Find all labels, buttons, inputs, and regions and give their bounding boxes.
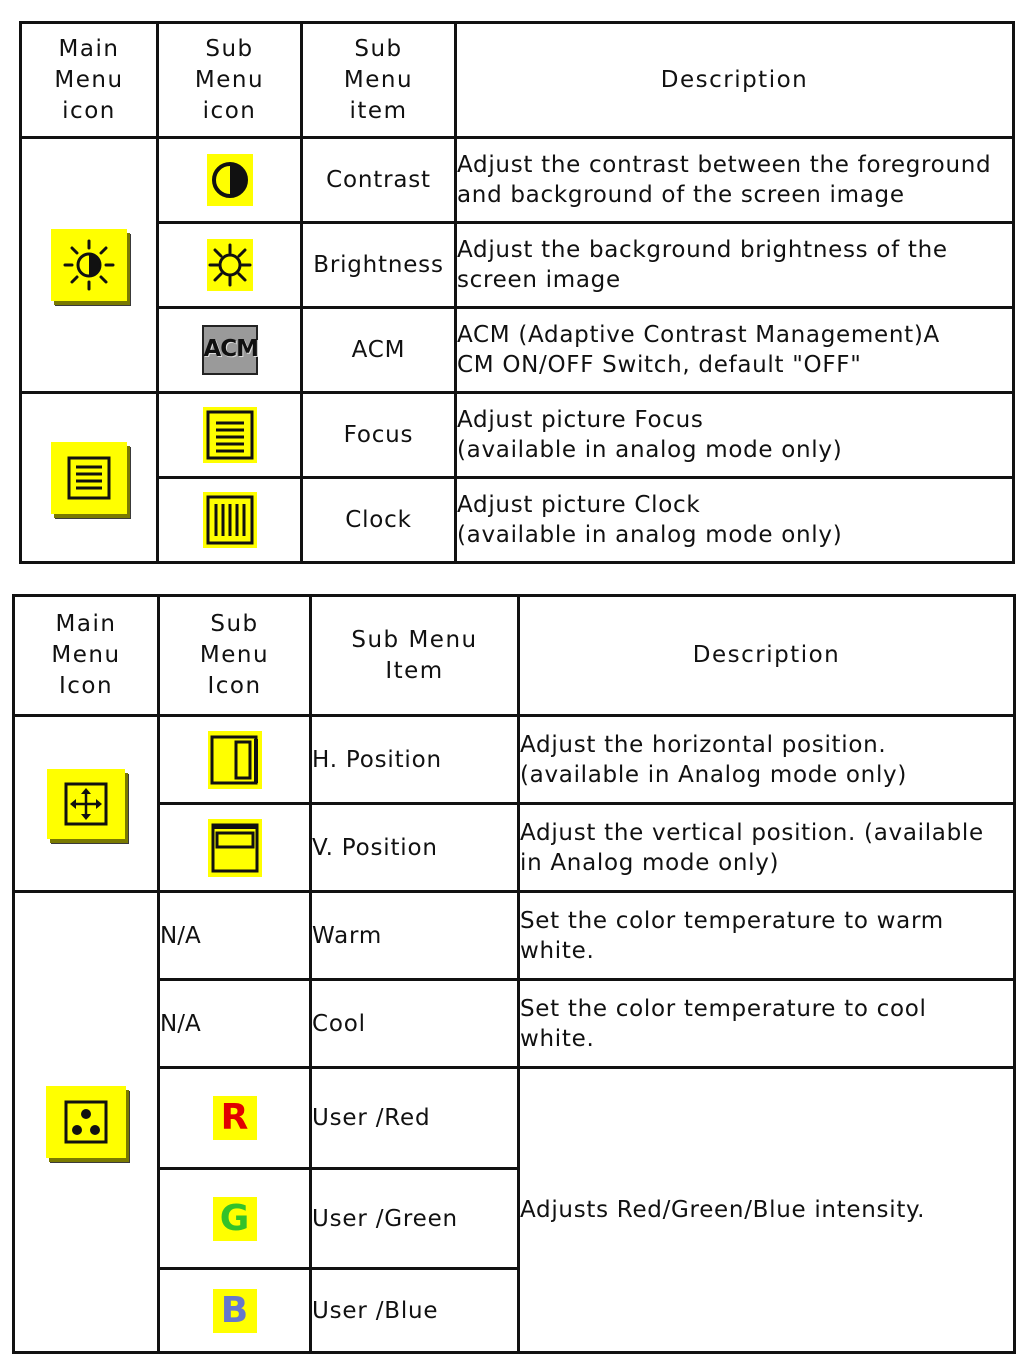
sub-icon-na: N/A bbox=[159, 980, 311, 1068]
main-icon-cell bbox=[21, 138, 158, 393]
sub-menu-item: Warm bbox=[311, 892, 519, 980]
sub-menu-item: ACM bbox=[302, 308, 456, 393]
sub-icon-cell bbox=[159, 716, 311, 804]
osd-table-2 bbox=[12, 594, 1016, 1354]
blue-icon: B bbox=[213, 1289, 257, 1333]
sub-icon-cell bbox=[159, 804, 311, 892]
header-main-menu-icon: Main Menu icon bbox=[21, 23, 158, 138]
description: Adjust the background brightness of the screen image bbox=[456, 223, 1014, 308]
header-sub-menu-item: Sub Menu Item bbox=[311, 596, 519, 716]
description: Adjust picture Clock (available in analog mode only) bbox=[456, 478, 1014, 563]
table-row bbox=[21, 393, 1014, 478]
sub-icon-cell bbox=[158, 393, 302, 478]
sub-menu-item: Brightness bbox=[302, 223, 456, 308]
sub-icon-cell bbox=[159, 1169, 311, 1269]
brightness-sun-icon bbox=[207, 239, 253, 291]
sub-menu-item: V. Position bbox=[311, 804, 519, 892]
description: Set the color temperature to cool white. bbox=[519, 980, 1015, 1068]
description: Adjust picture Focus (available in analog mode only) bbox=[456, 393, 1014, 478]
acm-icon: ACM bbox=[202, 325, 258, 375]
description: Set the color temperature to warm white. bbox=[519, 892, 1015, 980]
header-row bbox=[14, 596, 1015, 716]
header-description: Description bbox=[519, 596, 1015, 716]
v-position-icon bbox=[208, 819, 262, 877]
header-main-menu-icon: Main Menu Icon bbox=[14, 596, 159, 716]
sub-menu-item: User /Green bbox=[311, 1169, 519, 1269]
sub-menu-item: Contrast bbox=[302, 138, 456, 223]
sub-icon-cell bbox=[158, 478, 302, 563]
main-icon-cell bbox=[21, 393, 158, 563]
main-icon-cell bbox=[14, 716, 159, 892]
header-description: Description bbox=[456, 23, 1014, 138]
sub-menu-item: Cool bbox=[311, 980, 519, 1068]
sub-menu-item: User /Red bbox=[311, 1068, 519, 1169]
sub-menu-item: User /Blue bbox=[311, 1269, 519, 1353]
sub-icon-cell bbox=[158, 138, 302, 223]
description: Adjust the vertical position. (available in Analog mode only) bbox=[519, 804, 1015, 892]
table-row bbox=[14, 804, 1015, 892]
table-row bbox=[14, 980, 1015, 1068]
sub-menu-item: H. Position bbox=[311, 716, 519, 804]
osd-table-1 bbox=[19, 21, 1015, 564]
description: Adjusts Red/Green/Blue intensity. bbox=[519, 1068, 1015, 1353]
green-icon: G bbox=[213, 1197, 257, 1241]
sub-icon-cell bbox=[158, 308, 302, 393]
sub-icon-cell bbox=[159, 1068, 311, 1169]
focus-icon bbox=[203, 407, 257, 463]
table-row bbox=[14, 892, 1015, 980]
clock-icon bbox=[203, 492, 257, 548]
sub-icon-na: N/A bbox=[159, 892, 311, 980]
table-row bbox=[21, 478, 1014, 563]
description: Adjust the contrast between the foreground and background of the screen image bbox=[456, 138, 1014, 223]
sub-menu-item: Focus bbox=[302, 393, 456, 478]
color-main-icon bbox=[46, 1086, 126, 1158]
h-position-icon bbox=[208, 731, 262, 789]
header-row bbox=[21, 23, 1014, 138]
header-sub-menu-item: Sub Menu item bbox=[302, 23, 456, 138]
main-icon-cell bbox=[14, 892, 159, 1353]
header-sub-menu-icon: Sub Menu Icon bbox=[159, 596, 311, 716]
brightness-contrast-main-icon bbox=[51, 229, 127, 301]
header-sub-menu-icon: Sub Menu icon bbox=[158, 23, 302, 138]
table-row bbox=[14, 716, 1015, 804]
table-row bbox=[21, 308, 1014, 393]
description: ACM (Adaptive Contrast Management)A CM ON/OFF Switch, default "OFF" bbox=[456, 308, 1014, 393]
contrast-icon bbox=[207, 154, 253, 206]
sub-icon-cell bbox=[159, 1269, 311, 1353]
table-row bbox=[21, 223, 1014, 308]
sub-menu-item: Clock bbox=[302, 478, 456, 563]
table-row bbox=[14, 1068, 1015, 1169]
red-icon: R bbox=[213, 1096, 257, 1140]
focus-clock-main-icon bbox=[51, 442, 127, 514]
description: Adjust the horizontal position. (available in Analog mode only) bbox=[519, 716, 1015, 804]
sub-icon-cell bbox=[158, 223, 302, 308]
position-main-icon bbox=[47, 769, 125, 839]
table-row bbox=[21, 138, 1014, 223]
